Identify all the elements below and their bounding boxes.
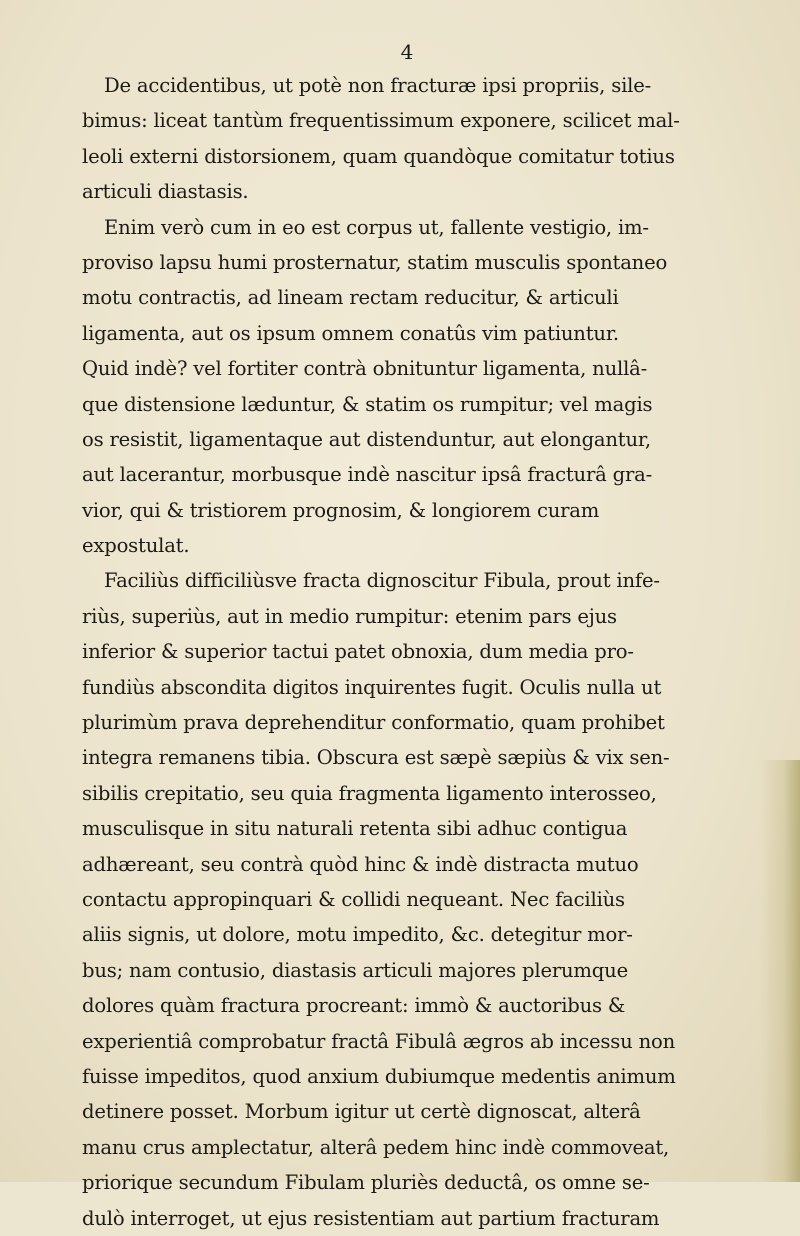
text-line: Enim verò cum in eo est corpus ut, fallente vestigio, im- [104,215,649,239]
text-line: contactu appropinquari & collidi nequeant. Nec faciliùs [82,887,625,911]
text-line: adhæreant, seu contrà quòd hinc & indè distracta mutuo [82,852,639,876]
text-line: manu crus amplectatur, alterâ pedem hinc indè commoveat, [82,1135,670,1159]
text-line: bus; nam contusio, diastasis articuli majores plerumque [82,958,628,982]
text-line: inferior & superior tactui patet obnoxia, dum media pro- [82,640,634,664]
text-line: articuli diastasis. [82,180,249,204]
text-line: aut lacerantur, morbusque indè nascitur ipsâ fracturâ gra- [82,463,653,487]
text-line: detinere posset. Morbum igitur ut certè dignoscat, alterâ [82,1100,641,1124]
text-line: Quid indè? vel fortiter contrà obnituntur ligamenta, nullâ- [82,357,648,381]
text-line: integra remanens tibia. Obscura est sæpè sæpiùs & vix sen- [82,746,670,770]
text-line: priorique secundum Fibulam pluriès deductâ, os omne se- [82,1171,650,1195]
text-line: fuisse impeditos, quod anxium dubiumque medentis animum [82,1064,676,1088]
text-line: expostulat. [82,534,190,558]
text-line: que distensione læduntur, & statim os rumpitur; vel magis [82,392,653,416]
text-line: motu contractis, ad lineam rectam reducitur, & articuli [82,286,619,310]
text-line: dulò interroget, ut ejus resistentiam aut partium fracturam [82,1206,660,1230]
text-line: vior, qui & tristiorem prognosim, & longiorem curam [82,498,600,522]
text-line: aliis signis, ut dolore, motu impedito, &c. detegitur mor- [82,923,633,947]
text-line: fundiùs abscondita digitos inquirentes fugit. Oculis nulla ut [82,675,662,699]
text-line: Faciliùs difficiliùsve fracta dignoscitur Fibula, prout infe- [104,569,660,593]
body-text [82,68,772,1236]
text-line: proviso lapsu humi prosternatur, statim musculis spontaneo [82,250,668,274]
text-line: riùs, superiùs, aut in medio rumpitur: etenim pars ejus [82,604,617,628]
text-line: dolores quàm fractura procreant: immò & auctoribus & [82,994,626,1018]
text-line: sibilis crepitatio, seu quia fragmenta ligamento interosseo, [82,781,657,805]
text-line: leoli externi distorsionem, quam quandòque comitatur totius [82,144,675,168]
text-line: bimus: liceat tantùm frequentissimum exponere, scilicet mal- [82,109,680,133]
text-line: ligamenta, aut os ipsum omnem conatûs vim patiuntur. [82,321,619,345]
text-line: plurimùm prava deprehenditur conformatio, quam prohibet [82,711,665,735]
text-line: os resistit, ligamentaque aut distenduntur, aut elongantur, [82,427,651,451]
text-line: experientiâ comprobatur fractâ Fibulâ ægros ab incessu non [82,1029,676,1053]
text-line: musculisque in situ naturali retenta sibi adhuc contigua [82,817,628,841]
text-line: De accidentibus, ut potè non fracturæ ipsi propriis, sile- [104,74,652,97]
page-number: 4 [400,40,414,64]
